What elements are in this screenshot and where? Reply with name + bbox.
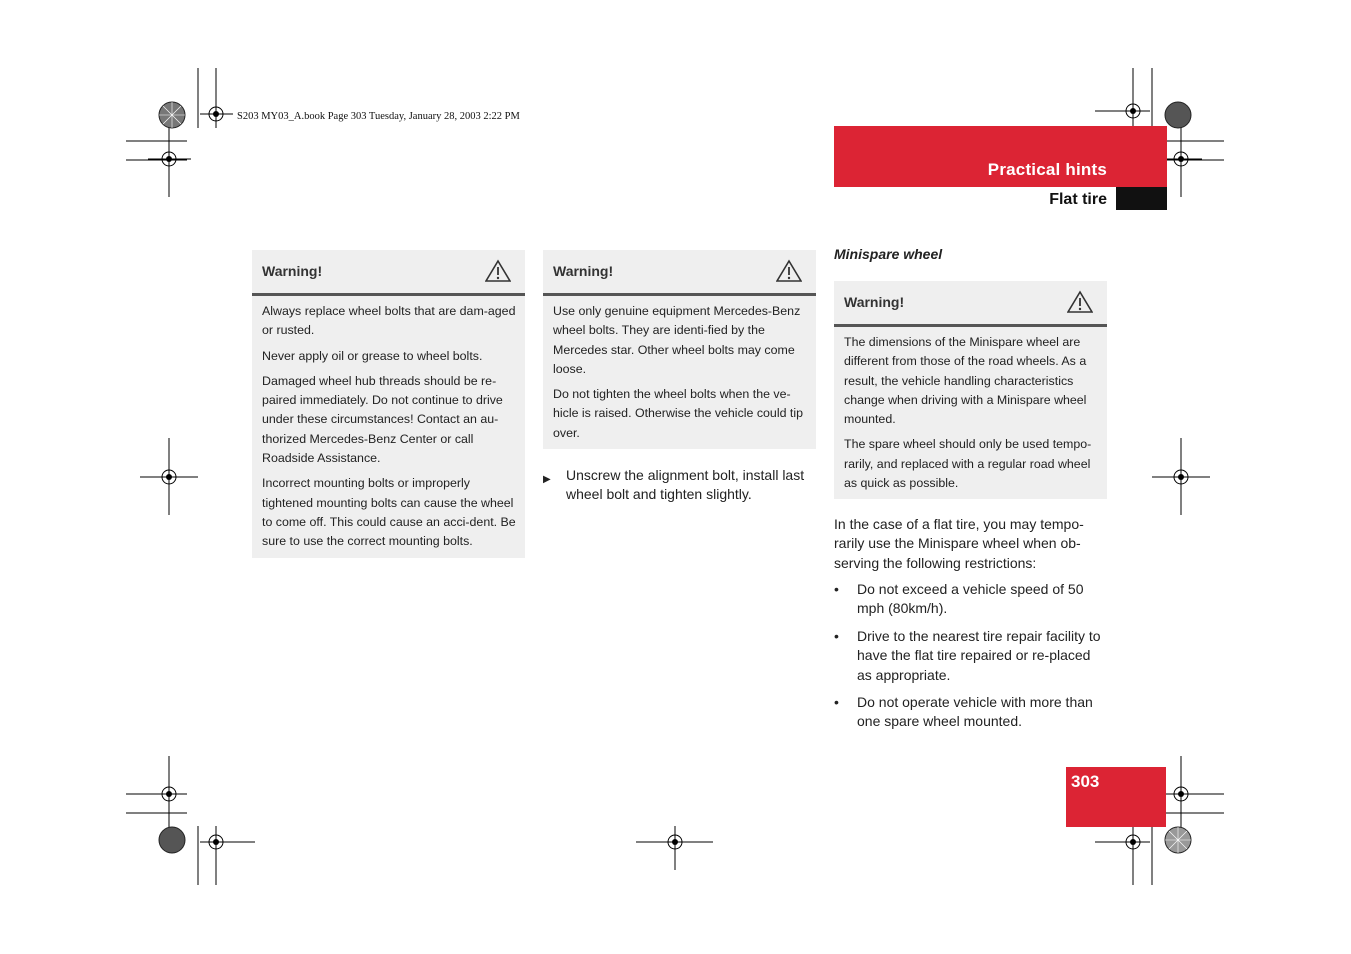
restrictions-list bbox=[834, 580, 1109, 740]
instruction-step bbox=[543, 466, 818, 505]
warning-paragraph: Do not tighten the wheel bolts when the ve-hicle is raised. Otherwise the vehicle could tip over. bbox=[553, 387, 803, 440]
section-title: Practical hints bbox=[987, 160, 1107, 179]
warning-label: Warning! bbox=[262, 263, 323, 279]
warning-label: Warning! bbox=[553, 263, 614, 279]
list-item-text: Do not operate vehicle with more than one spare wheel mounted. bbox=[857, 694, 1093, 730]
page-number-tab bbox=[1066, 767, 1166, 827]
warning-paragraph: The spare wheel should only be used tempo-rarily, and replaced with a regular road wheel as quick as possible. bbox=[844, 437, 1092, 491]
list-item-text: Do not exceed a vehicle speed of 50 mph (80km/h). bbox=[857, 581, 1084, 617]
warning-triangle-icon bbox=[1067, 290, 1093, 314]
warning-header bbox=[543, 250, 816, 296]
intro-paragraph: In the case of a flat tire, you may tempo-rarily use the Minispare wheel when ob-serving the following restrictions: bbox=[834, 516, 1084, 571]
warning-paragraph: Incorrect mounting bolts or improperly tightened mounting bolts can cause the wheel to come off. This could cause an acci-dent. Be sure to use the correct mounting bolts. bbox=[262, 476, 516, 549]
warning-header bbox=[252, 250, 525, 296]
list-item-text: Drive to the nearest tire repair facility to have the flat tire repaired or re-placed as appropriate. bbox=[857, 627, 1101, 683]
warning-box-3 bbox=[834, 281, 1107, 499]
warning-paragraph: The dimensions of the Minispare wheel are different from those of the road wheels. As a result, the vehicle handling characteristics change when driving with a Minispare wheel mounted. bbox=[844, 335, 1087, 427]
subsection-title: Flat tire bbox=[1049, 191, 1107, 208]
list-item bbox=[834, 693, 1109, 732]
warning-paragraph: Never apply oil or grease to wheel bolts. bbox=[262, 348, 483, 363]
warning-triangle-icon bbox=[776, 259, 802, 283]
warning-box-2 bbox=[543, 250, 816, 449]
minispare-heading: Minispare wheel bbox=[834, 246, 943, 262]
warning-body bbox=[834, 327, 1107, 499]
warning-paragraph: Always replace wheel bolts that are dam-aged or rusted. bbox=[262, 304, 516, 338]
section-title-tab bbox=[834, 126, 1167, 187]
bullet-marker: • bbox=[834, 627, 839, 644]
warning-body bbox=[252, 296, 525, 558]
step-arrow-icon: ▶ bbox=[543, 474, 551, 485]
page-number: 303 bbox=[1071, 772, 1100, 791]
warning-paragraph: Use only genuine equipment Mercedes-Benz wheel bolts. They are identi-fied by the Mercedes star. Other wheel bolts may come loose. bbox=[553, 304, 801, 376]
list-item bbox=[834, 580, 1109, 619]
warning-body bbox=[543, 296, 816, 449]
subsection-marker-block bbox=[1116, 187, 1167, 210]
bullet-marker: • bbox=[834, 581, 839, 597]
warning-box-1 bbox=[252, 250, 525, 558]
warning-label: Warning! bbox=[844, 294, 905, 310]
bullet-marker: • bbox=[834, 694, 839, 711]
print-header: S203 MY03_A.book Page 303 Tuesday, January 28, 2003 2:22 PM bbox=[237, 111, 520, 122]
warning-header bbox=[834, 281, 1107, 327]
warning-paragraph: Damaged wheel hub threads should be re-paired immediately. Do not continue to drive under these circumstances! Contact an au-thorized Mercedes-Benz Center or call Roadside Assistance. bbox=[262, 373, 503, 466]
step-text: Unscrew the alignment bolt, install last wheel bolt and tighten slightly. bbox=[566, 467, 805, 503]
list-item bbox=[834, 627, 1109, 685]
warning-triangle-icon bbox=[485, 259, 511, 283]
